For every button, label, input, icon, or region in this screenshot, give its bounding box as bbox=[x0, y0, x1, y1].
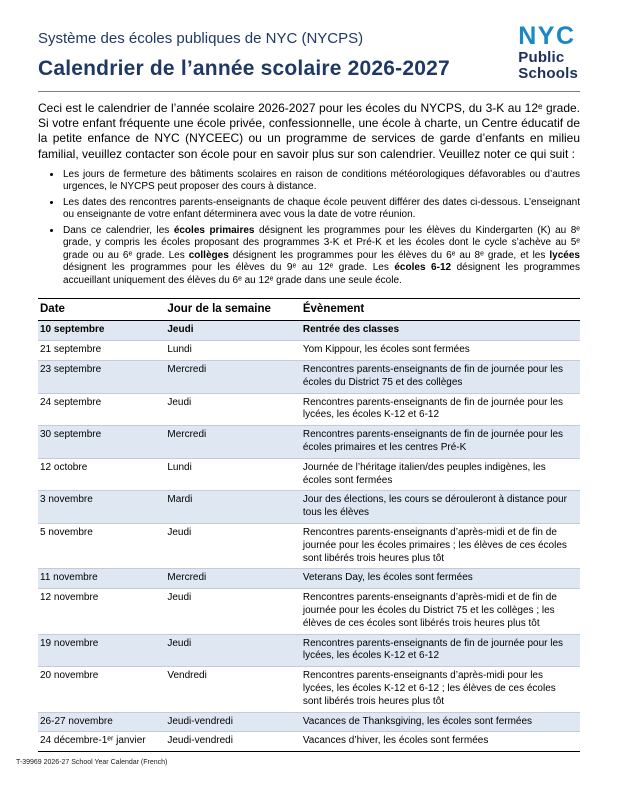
cell-date: 26-27 novembre bbox=[38, 712, 165, 732]
cell-event: Rencontres parents-enseignants de fin de journée pour les lycées, les écoles K-12 et 6-12 bbox=[301, 393, 580, 426]
table-row bbox=[38, 732, 580, 752]
cell-event: Veterans Day, les écoles sont fermées bbox=[301, 569, 580, 589]
cell-event: Rencontres parents-enseignants d’après-midi et de fin de journée pour les écoles du District 75 et les collèges ; les élèves de ces écoles sont libérés trois heures plus tôt bbox=[301, 589, 580, 634]
cell-event: Journée de l’héritage italien/des peuples indigènes, les écoles sont fermées bbox=[301, 458, 580, 491]
table-row bbox=[38, 393, 580, 426]
cell-day: Jeudi bbox=[165, 524, 301, 569]
table-row bbox=[38, 667, 580, 712]
cell-event: Rencontres parents-enseignants de fin de journée pour les écoles primaires et les centres Pré-K bbox=[301, 426, 580, 459]
cell-day: Jeudi bbox=[165, 589, 301, 634]
system-name: Système des écoles publiques de NYC (NYCPS) bbox=[38, 30, 364, 47]
calendar-table bbox=[38, 298, 580, 752]
page-title: Calendrier de l’année scolaire 2026-2027 bbox=[38, 57, 450, 80]
notes-list bbox=[62, 169, 580, 288]
note-text: Les jours de fermeture des bâtiments scolaires en raison de conditions météorologiques défavorables ou d’autres urgences, le NYCPS peut proposer des cours à distance. bbox=[63, 168, 580, 193]
logo-word-public: Public bbox=[518, 49, 565, 66]
cell-day: Jeudi bbox=[165, 321, 301, 341]
cell-event: Rentrée des classes bbox=[301, 321, 580, 341]
cell-date: 24 décembre-1ᵉʳ janvier bbox=[40, 735, 146, 747]
table-row bbox=[38, 426, 580, 459]
document-footer-code: T-39969 2026-27 School Year Calendar (French) bbox=[16, 759, 168, 766]
cell-day: Mercredi bbox=[165, 361, 301, 394]
table-row bbox=[38, 712, 580, 732]
cell-event: Rencontres parents-enseignants d’après-midi et de fin de journée pour les écoles primaires ; les élèves de ces écoles sont libérés trois heures plus tôt bbox=[301, 524, 580, 569]
intro-paragraph: Ceci est le calendrier de l’année scolaire 2026-2027 pour les écoles du NYCPS, du 3-K au 12ᵉ grade. Si votre enfant fréquente une école privée, confessionnelle, une école à charte, un Centre éducatif de la petite enfance de NYC (NYCEEC) ou un programme de services de garde d’enfants en milieu familial, veuillez contacter son école pour en savoir plus sur son calendrier. Veuillez noter ce qui suit : bbox=[38, 101, 580, 161]
cell-date: 30 septembre bbox=[38, 426, 165, 459]
cell-day: Jeudi bbox=[165, 393, 301, 426]
note-text: désignent les programmes pour les élèves du Kindergarten (K) au 8ᵉ grade, y compris les écoles proposant des programmes 3-K et Pré-K et les écoles dont le cycle s’achève au 5ᵉ grade ou au 6ᵉ grade. Les bbox=[63, 224, 580, 261]
cell-date: 21 septembre bbox=[38, 341, 165, 361]
cell-day: Mercredi bbox=[165, 569, 301, 589]
table-row bbox=[38, 634, 580, 667]
cell-date: 3 novembre bbox=[38, 491, 165, 524]
calendar-table-body bbox=[38, 321, 580, 752]
table-row bbox=[38, 341, 580, 361]
table-row bbox=[38, 321, 580, 341]
note-term-bold: écoles primaires bbox=[173, 224, 255, 236]
cell-event: Yom Kippour, les écoles sont fermées bbox=[301, 341, 580, 361]
cell-day: Lundi bbox=[165, 341, 301, 361]
note-text: désignent les programmes accueillant uniquement des élèves du 6ᵉ au 12ᵉ grade dans une seule école. bbox=[63, 262, 580, 286]
cell-event: Jour des élections, les cours se dérouleront à distance pour tous les élèves bbox=[301, 491, 580, 524]
table-row bbox=[38, 569, 580, 589]
column-header-day: Jour de la semaine bbox=[165, 299, 301, 321]
column-header-event: Évènement bbox=[301, 299, 580, 321]
nyc-public-schools-logo bbox=[518, 24, 580, 81]
note-item bbox=[62, 169, 580, 194]
cell-date: 12 octobre bbox=[38, 458, 165, 491]
table-row bbox=[38, 589, 580, 634]
note-text: désignent les programmes pour les élèves du 9ᵉ au 12ᵉ grade. Les bbox=[63, 262, 395, 274]
cell-day: Vendredi bbox=[165, 667, 301, 712]
note-item bbox=[62, 197, 580, 222]
table-row bbox=[38, 458, 580, 491]
cell-event: Vacances de Thanksgiving, les écoles sont fermées bbox=[301, 712, 580, 732]
note-text: Les dates des rencontres parents-enseignants de chaque école peuvent différer des dates ci-dessous. L’enseignant ou enseignante de votre enfant déterminera avec vous la date de votre réunion. bbox=[63, 196, 580, 221]
table-row bbox=[38, 361, 580, 394]
note-text: désignent les programmes pour les élèves du 6ᵉ au 8ᵉ grade, et les bbox=[228, 249, 550, 261]
cell-date: 24 septembre bbox=[38, 393, 165, 426]
note-text: Dans ce calendrier, les bbox=[63, 224, 174, 236]
table-header-row bbox=[38, 299, 580, 321]
header-divider bbox=[38, 91, 580, 92]
note-term-bold: collèges bbox=[188, 249, 229, 261]
cell-event: Vacances d’hiver, les écoles sont fermées bbox=[302, 735, 489, 747]
cell-date: 11 novembre bbox=[38, 569, 165, 589]
cell-day: Mercredi bbox=[165, 426, 301, 459]
cell-date: 20 novembre bbox=[38, 667, 165, 712]
cell-day: Lundi bbox=[165, 458, 301, 491]
cell-day: Mardi bbox=[165, 491, 301, 524]
note-term-bold: lycées bbox=[549, 249, 580, 261]
cell-day: Jeudi bbox=[165, 634, 301, 667]
table-row bbox=[38, 491, 580, 524]
document-header bbox=[38, 24, 580, 81]
table-row bbox=[38, 524, 580, 569]
cell-date: 12 novembre bbox=[38, 589, 165, 634]
logo-nyc-text: NYC bbox=[518, 22, 576, 50]
cell-event: Rencontres parents-enseignants de fin de journée pour les écoles du District 75 et des collèges bbox=[301, 361, 580, 394]
cell-date: 10 septembre bbox=[38, 321, 165, 341]
header-titles bbox=[38, 24, 518, 81]
cell-day: Jeudi-vendredi bbox=[167, 735, 233, 747]
cell-event: Rencontres parents-enseignants de fin de journée pour les lycées, les écoles K-12 et 6-12 bbox=[301, 634, 580, 667]
cell-date: 5 novembre bbox=[38, 524, 165, 569]
cell-day: Jeudi-vendredi bbox=[165, 712, 301, 732]
cell-date: 19 novembre bbox=[38, 634, 165, 667]
cell-date: 23 septembre bbox=[38, 361, 165, 394]
note-item bbox=[62, 225, 580, 288]
cell-event: Rencontres parents-enseignants d’après-midi pour les lycées, les écoles K-12 et 6-12 ; les élèves de ces écoles sont libérés trois heures plus tôt bbox=[301, 667, 580, 712]
column-header-date: Date bbox=[38, 299, 165, 321]
logo-word-schools: Schools bbox=[518, 65, 578, 82]
note-term-bold: écoles 6-12 bbox=[394, 262, 452, 274]
